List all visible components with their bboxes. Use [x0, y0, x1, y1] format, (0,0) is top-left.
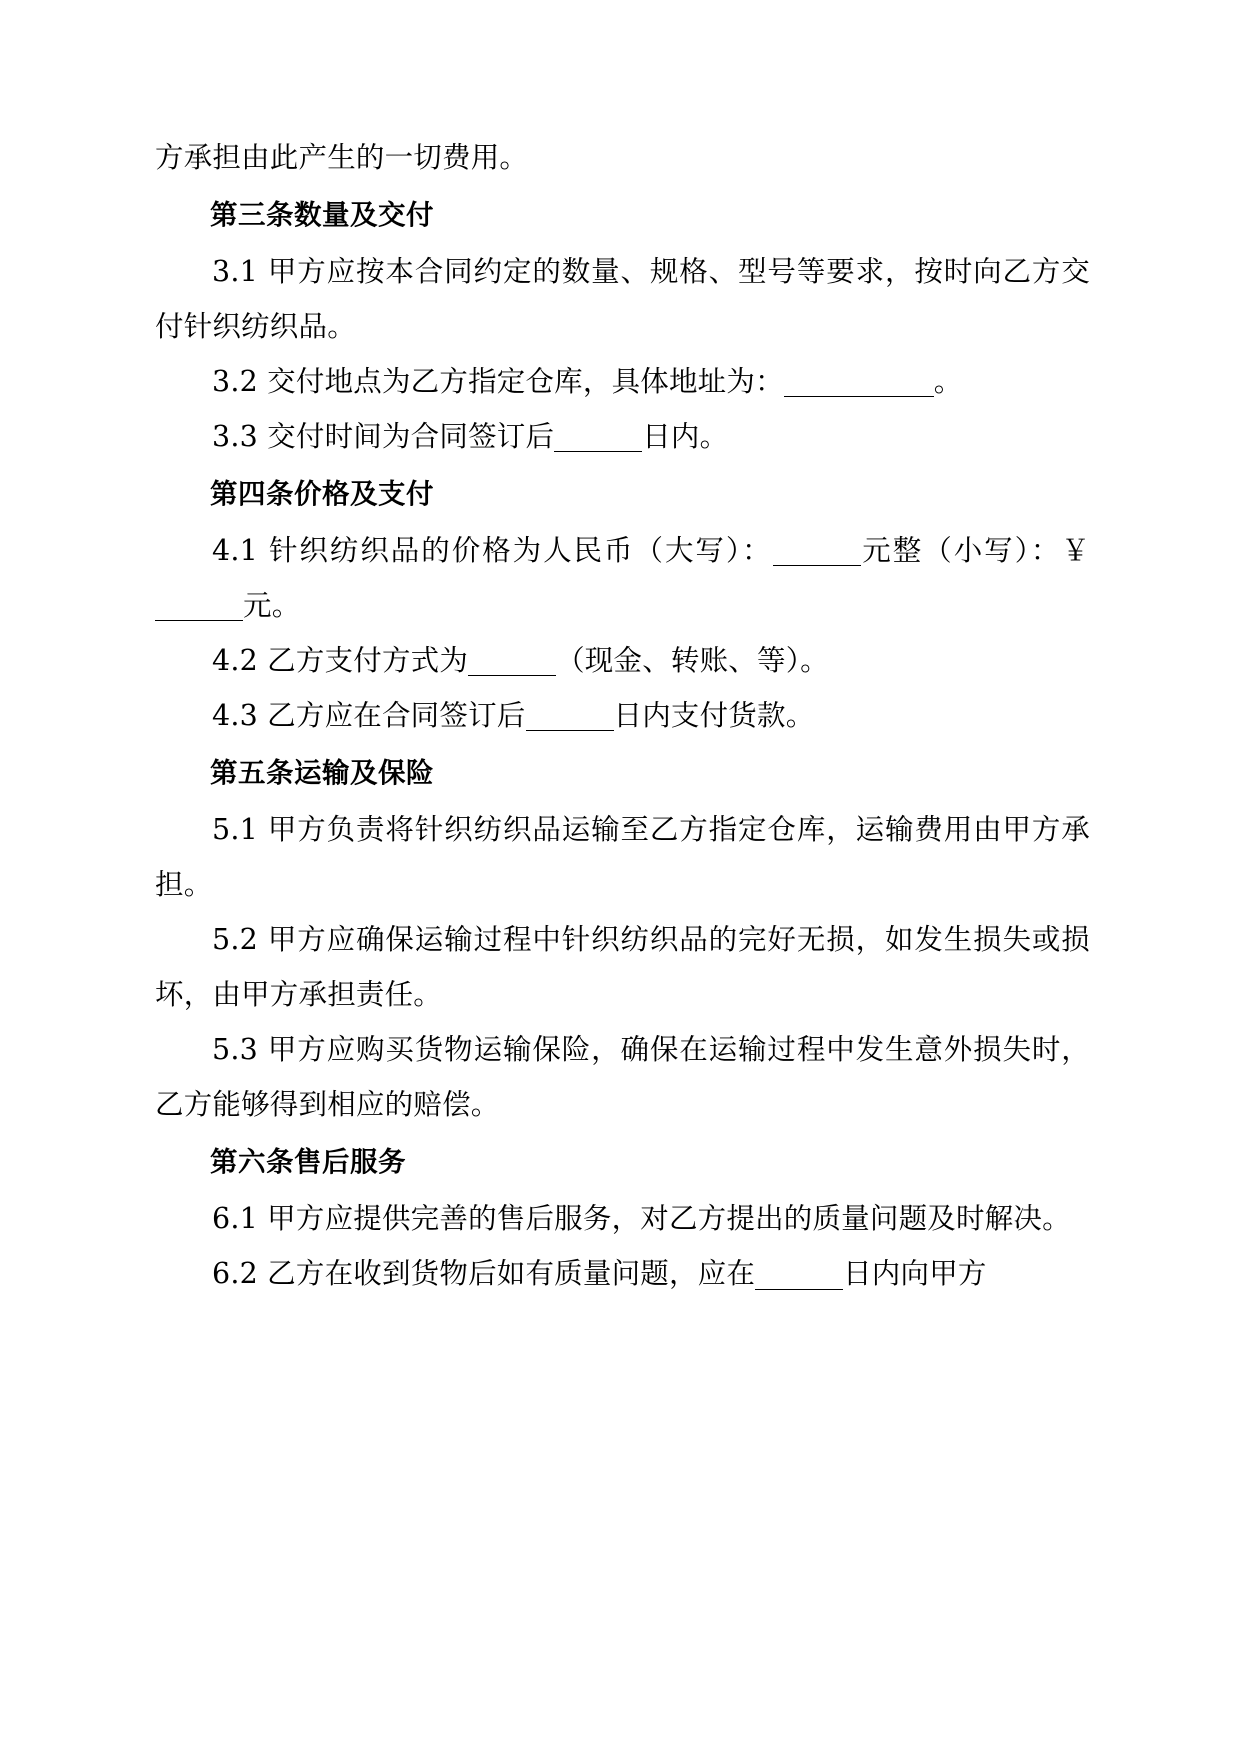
clause-4-3-text-2: 日内支付货款。 [613, 699, 815, 733]
clause-6-2 [155, 1246, 1090, 1301]
clause-4-2-text-1: 4.2 乙方支付方式为 [212, 644, 469, 678]
fill-blank-quality-claim-days[interactable] [755, 1259, 843, 1290]
clause-4-2-text-2: （现金、转账、等）。 [556, 644, 829, 678]
clause-4-3 [155, 688, 1090, 743]
clause-4-2 [155, 633, 1090, 688]
clause-3-3 [155, 409, 1090, 464]
clause-3-2-text-1: 3.2 交付地点为乙方指定仓库，具体地址为： [212, 365, 784, 399]
clause-5-1: 5.1 甲方负责将针织纺织品运输至乙方指定仓库，运输费用由甲方承担。 [155, 813, 1090, 902]
heading-article-5: 第五条运输及保险 [210, 757, 434, 790]
document-body [155, 130, 1090, 1301]
heading-article-6: 第六条售后服务 [210, 1146, 406, 1179]
clause-4-3-text-1: 4.3 乙方应在合同签订后 [212, 699, 526, 733]
clause-3-2-text-2: 。 [933, 365, 963, 399]
fill-blank-delivery-days[interactable] [554, 421, 642, 452]
fill-blank-address[interactable] [784, 366, 934, 397]
heading-article-3: 第三条数量及交付 [210, 199, 434, 231]
clause-3-1: 3.1 甲方应按本合同约定的数量、规格、型号等要求，按时向乙方交付针织纺织品。 [155, 255, 1090, 344]
fill-blank-price-figures[interactable] [155, 590, 243, 621]
clause-3-3-text-1: 3.3 交付时间为合同签订后 [212, 420, 555, 454]
clause-4-1 [155, 523, 1090, 633]
clause-4-1-text-1: 4.1 针织纺织品的价格为人民币（大写）： [212, 534, 773, 568]
paragraph-carryover: 方承担由此产生的一切费用。 [155, 141, 529, 174]
clause-6-2-text-1: 6.2 乙方在收到货物后如有质量问题，应在 [212, 1257, 756, 1291]
clause-5-3: 5.3 甲方应购买货物运输保险，确保在运输过程中发生意外损失时，乙方能够得到相应的赔偿。 [155, 1033, 1090, 1122]
clause-6-1: 6.1 甲方应提供完善的售后服务，对乙方提出的质量问题及时解决。 [212, 1202, 1071, 1236]
heading-article-4: 第四条价格及支付 [210, 478, 434, 511]
clause-4-1-text-3: 元。 [243, 589, 301, 623]
clause-3-3-text-2: 日内。 [642, 420, 729, 454]
clause-3-2 [155, 354, 1090, 409]
clause-4-1-text-2: 元整（小写）：￥ [860, 534, 1090, 568]
fill-blank-price-words[interactable] [773, 535, 861, 566]
clause-6-2-text-2: 日内向甲方 [843, 1257, 987, 1291]
fill-blank-payment-days[interactable] [526, 700, 614, 731]
clause-5-2: 5.2 甲方应确保运输过程中针织纺织品的完好无损，如发生损失或损坏，由甲方承担责任。 [155, 923, 1090, 1012]
fill-blank-payment-method[interactable] [468, 645, 556, 676]
